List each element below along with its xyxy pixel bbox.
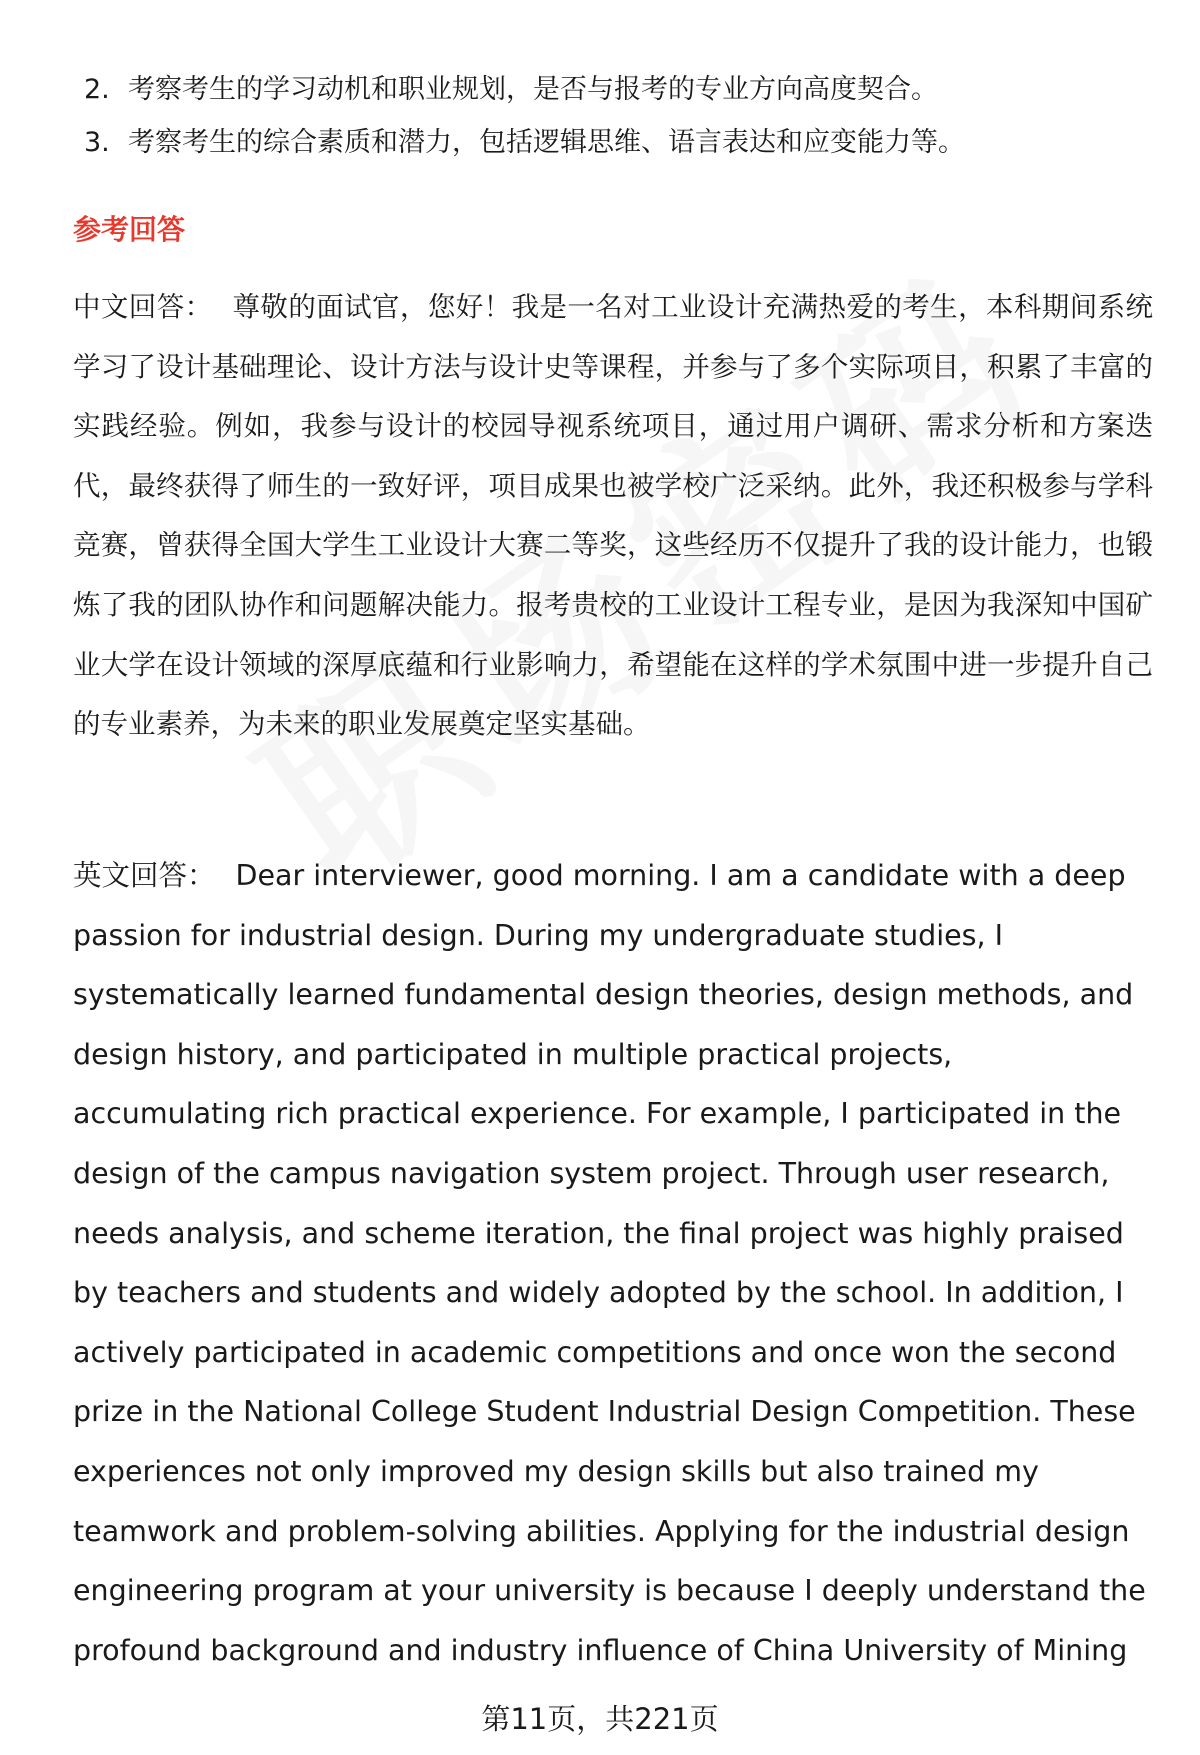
english-answer-text: Dear interviewer, good morning. I am a candidate with a deep passion for industrial design. During my undergraduate studies, I systematically learned fundamental design theories, design methods, and design history, and participated in multiple practical projects, accumulating rich practical experience. For example, I participated in the design of the campus navigation system project. Through user research, needs analysis, and scheme iteration, the final project was highly praised by teachers and students and widely adopted by the school. In addition, I actively participated in academic competitions and once won the second prize in the National College Student Industrial Design Competition. These experiences not only improved my design skills but also trained my teamwork and problem-solving abilities. Applying for the industrial design engineering program at your university is because I deeply understand the profound background and industry influence of China University of Mining: [73, 859, 1146, 1667]
list-item: [84, 60, 1144, 120]
list-item-text: 考察考生的学习动机和职业规划，是否与报考的专业方向高度契合。: [128, 74, 938, 105]
chinese-answer: [73, 278, 1153, 755]
list-item-number: 2.: [84, 74, 110, 105]
list-item-number: 3.: [84, 127, 110, 158]
chinese-answer-text: 尊敬的面试官，您好！我是一名对工业设计充满热爱的考生，本科期间系统学习了设计基础理论、设计方法与设计史等课程，并参与了多个实际项目，积累了丰富的实践经验。例如，我参与设计的校园导视系统项目，通过用户调研、需求分析和方案迭代，最终获得了师生的一致好评，项目成果也被学校广泛采纳。此外，我还积极参与学科竞赛，曾获得全国大学生工业设计大赛二等奖，这些经历不仅提升了我的设计能力，也锻炼了我的团队协作和问题解决能力。报考贵校的工业设计工程专业，是因为我深知中国矿业大学在设计领域的深厚底蕴和行业影响力，希望能在这样的学术氛围中进一步提升自己的专业素养，为未来的职业发展奠定坚实基础。: [73, 291, 1154, 741]
section-heading: 参考回答: [73, 213, 186, 246]
english-answer-label: 英文回答：: [73, 859, 216, 892]
page-footer: 第11页，共221页: [481, 1702, 719, 1736]
list-item-text: 考察考生的综合素质和潜力，包括逻辑思维、语言表达和应变能力等。: [128, 127, 965, 158]
english-answer: [73, 846, 1153, 1680]
chinese-answer-label: 中文回答：: [73, 291, 213, 323]
list-item: [84, 113, 1144, 173]
